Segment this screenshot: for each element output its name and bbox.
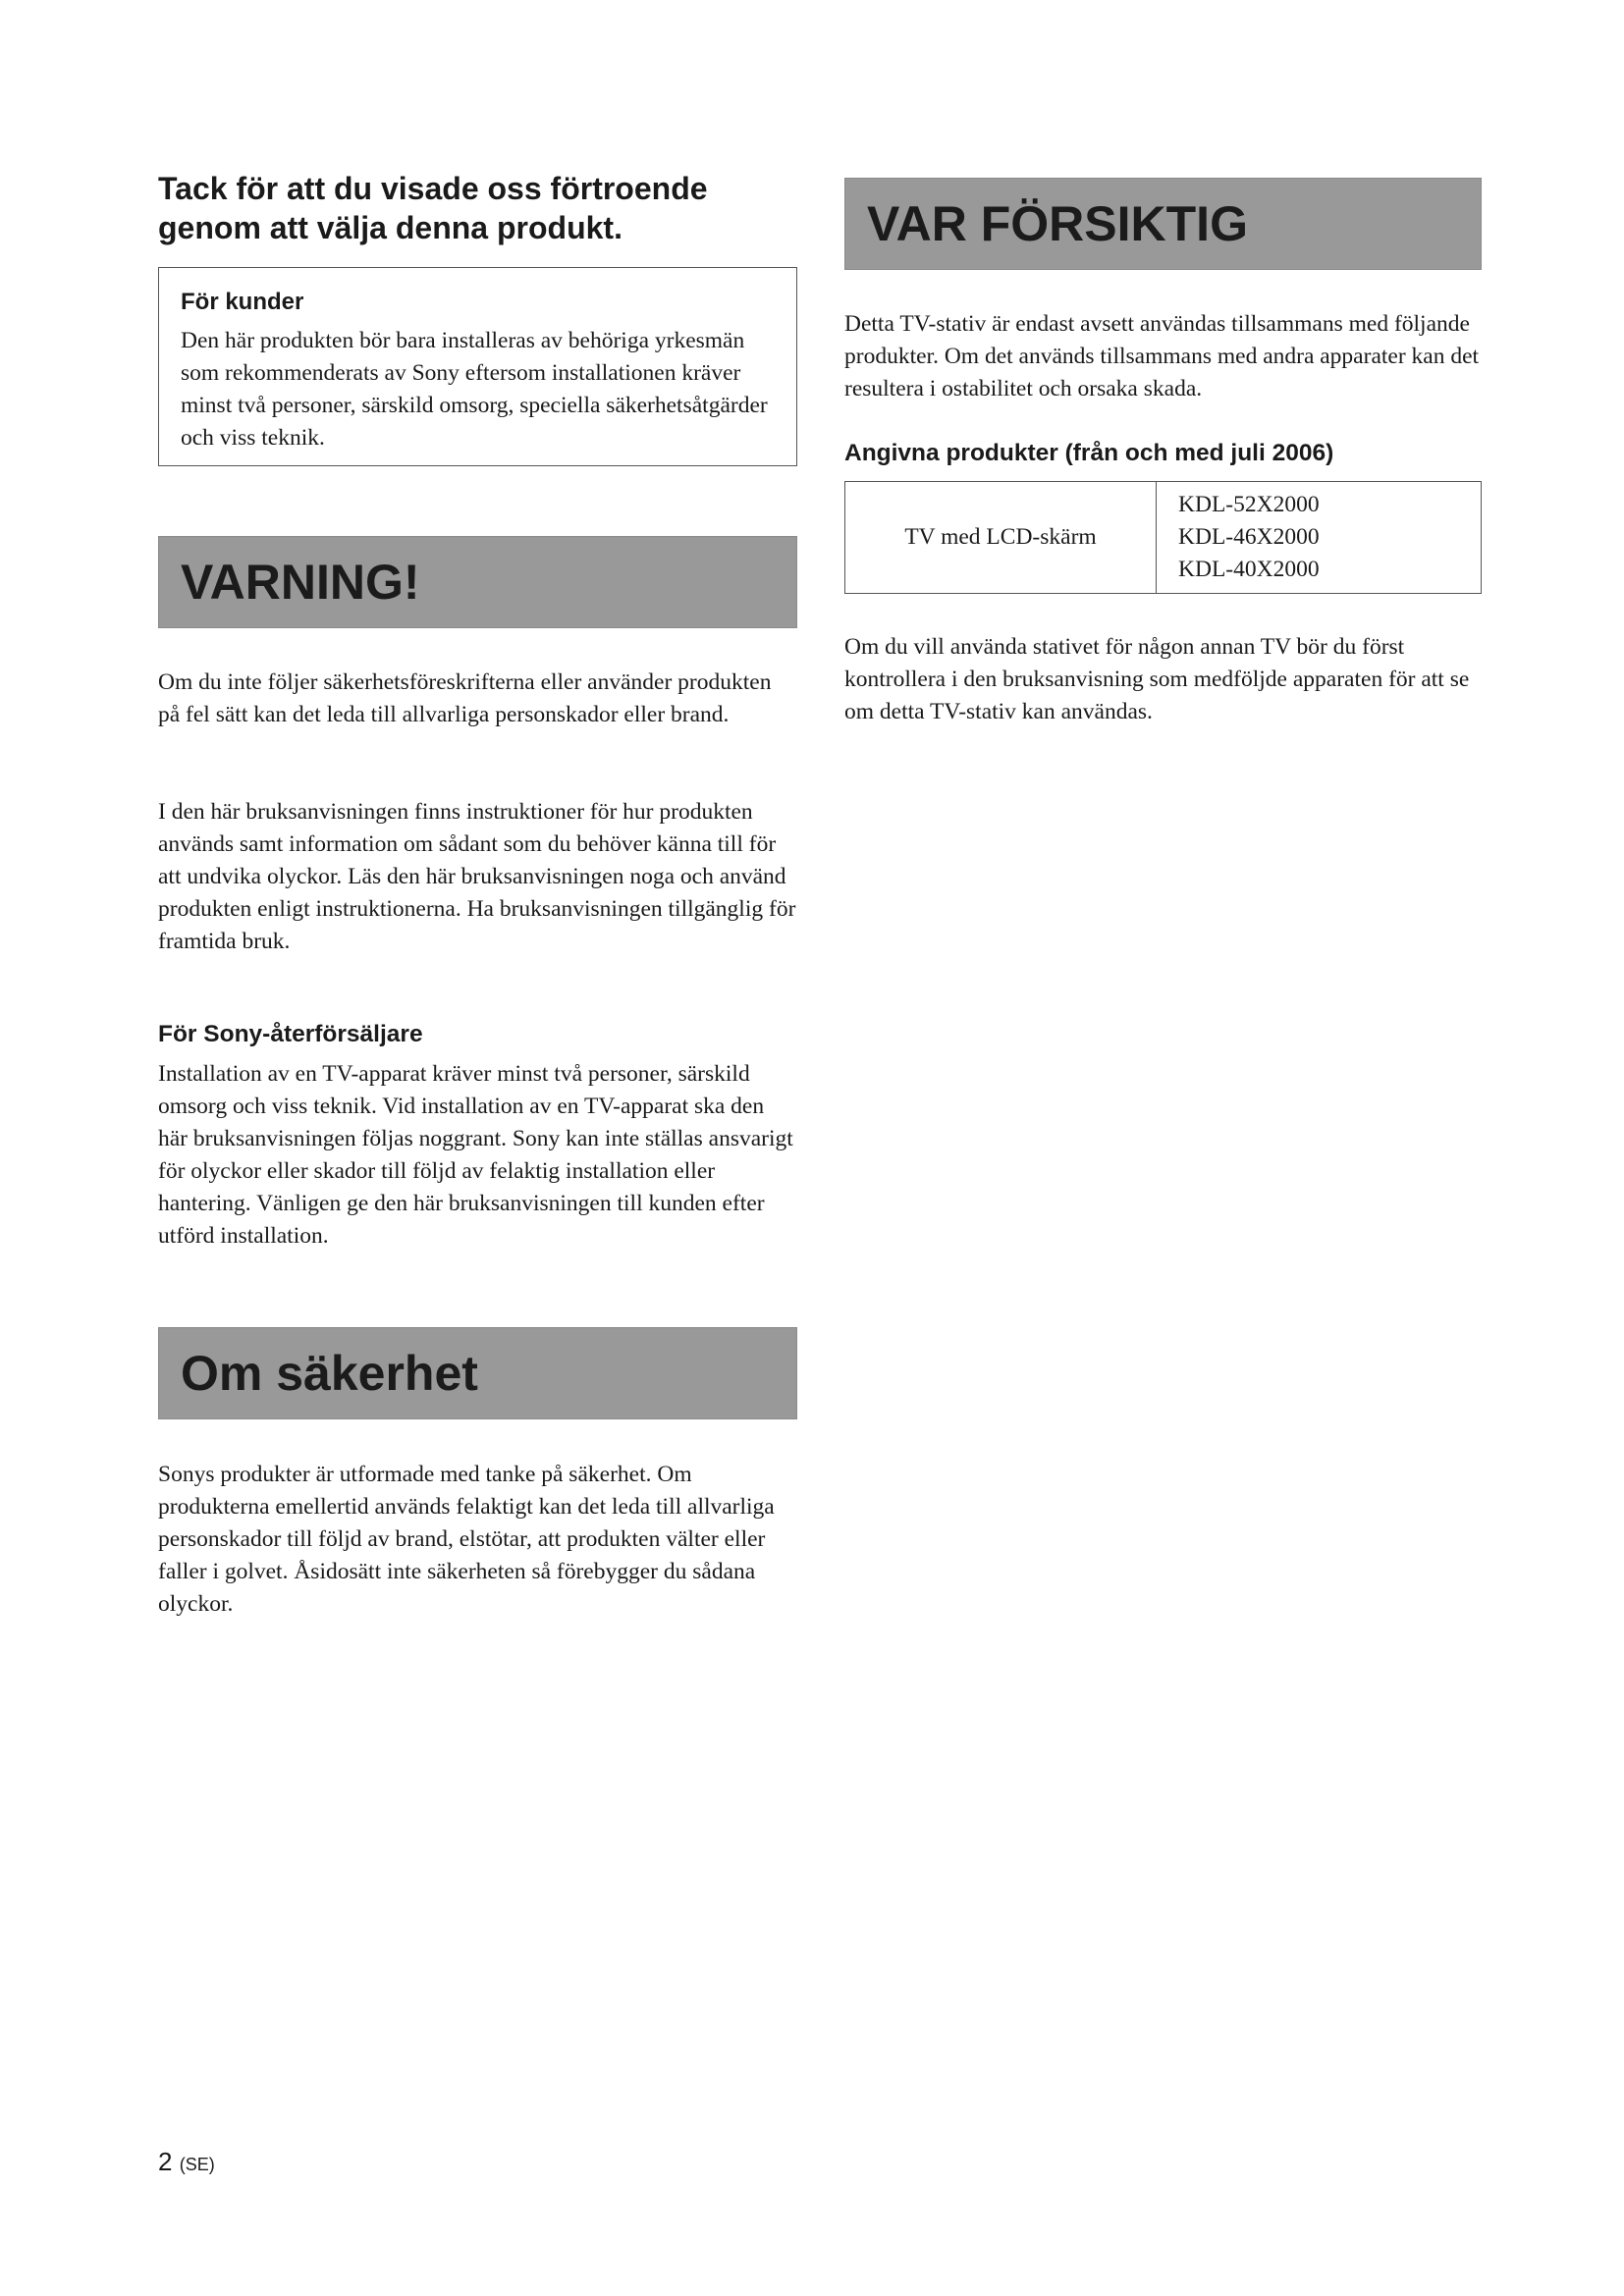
products-heading: Angivna produkter (från och med juli 2006): [844, 440, 1334, 466]
page-footer: [158, 2147, 215, 2177]
model-item: KDL-52X2000: [1178, 492, 1320, 517]
safety-body: Sonys produkter är utformade med tanke på säkerhet. Om produkterna emellertid används felaktigt kan det leda till allvarliga personskador till följd av brand, elstötar, att produkten välter eller faller i golvet. Åsidosätt inte säkerheten så förebygger du sådana olyckor.: [158, 1462, 775, 1617]
caution-note: Om du vill använda stativet för någon annan TV bör du först kontrollera i den bruksanvisning som medföljde apparaten för att se om detta TV-stativ kan användas.: [844, 634, 1470, 724]
product-category-cell: TV med LCD-skärm: [845, 482, 1157, 594]
products-table: [844, 481, 1482, 594]
intro-title: Tack för att du visade oss förtroende genom att välja denna produkt.: [158, 171, 708, 245]
warning-banner: VARNING!: [158, 536, 797, 628]
product-models-cell: [1157, 482, 1482, 594]
page-number: 2: [158, 2147, 173, 2176]
caution-banner: VAR FÖRSIKTIG: [844, 178, 1482, 270]
warning-paragraph-2: I den här bruksanvisningen finns instruktioner för hur produkten används samt information om sådant som du behöver känna till för att undvika olyckor. Läs den här bruksanvisningen noga och använd produkten enligt instruktionerna. Ha bruksanvisningen tillgänglig för framtida bruk.: [158, 799, 796, 954]
warning-paragraph-1: Om du inte följer säkerhetsföreskrifterna eller använder produkten på fel sätt kan det leda till allvarliga personskador eller brand.: [158, 669, 772, 727]
region-code: (SE): [179, 2155, 215, 2174]
customer-heading: För kunder: [181, 289, 304, 315]
model-item: KDL-40X2000: [1178, 557, 1320, 582]
safety-banner: Om säkerhet: [158, 1327, 797, 1419]
dealer-body: Installation av en TV-apparat kräver minst två personer, särskild omsorg och viss teknik. Vid installation av en TV-apparat ska den här bruksanvisningen följas noggrant. Sony kan inte ställas ansvarigt för olyckor eller skador till följd av felaktig installation eller hantering. Vänligen ge den här bruksanvisningen till kunden efter utförd installation.: [158, 1061, 793, 1249]
customer-body: Den här produkten bör bara installeras av behöriga yrkesmän som rekommenderats av Sony eftersom installationen kräver minst två personer, särskild omsorg, speciella säkerhetsåtgärder och viss teknik.: [181, 328, 768, 451]
caution-body: Detta TV-stativ är endast avsett användas tillsammans med följande produkter. Om det används tillsammans med andra apparater kan det resultera i ostabilitet och orsaka skada.: [844, 311, 1480, 401]
customer-notice-box: [158, 267, 797, 466]
dealer-heading: För Sony-återförsäljare: [158, 1021, 423, 1047]
model-item: KDL-46X2000: [1178, 524, 1320, 550]
